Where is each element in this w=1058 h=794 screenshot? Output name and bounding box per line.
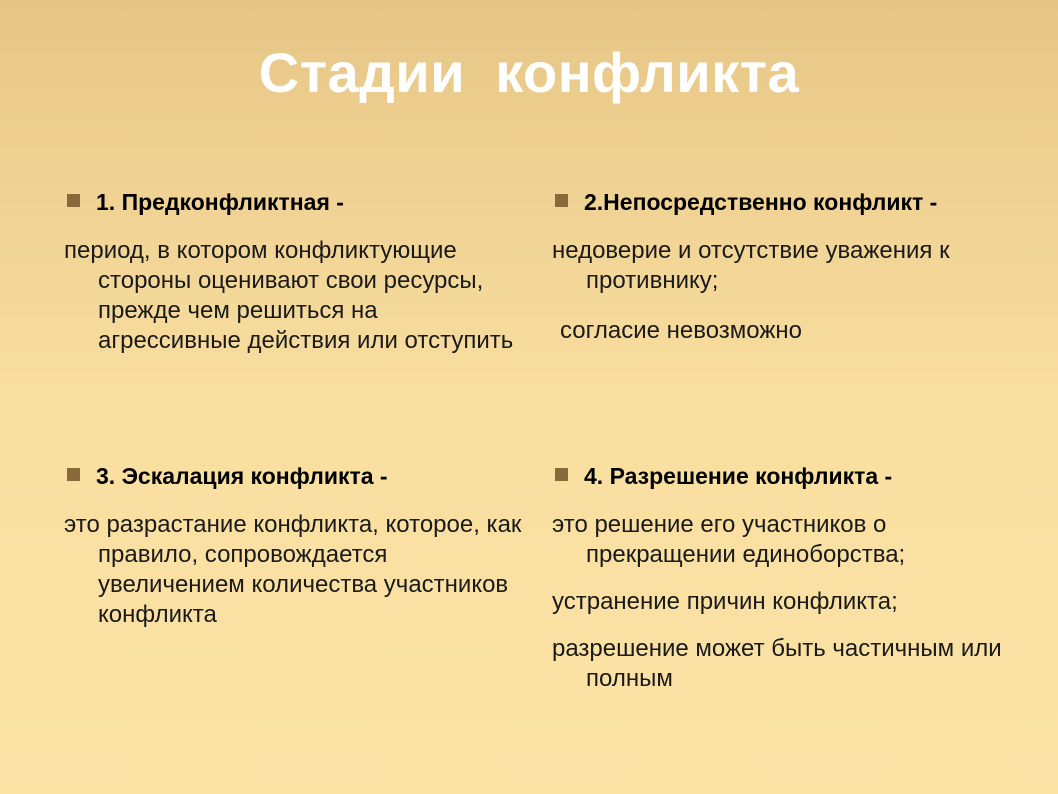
stage-3-heading <box>64 462 524 490</box>
stage-3-block <box>64 462 524 630</box>
stage-1-description: период, в котором конфликтующие стороны оценивают свои ресурсы, прежде чем решиться на агрессивные действия или отступить <box>64 237 514 354</box>
stage-4-point-3: разрешение может быть частичным или полным <box>552 635 1002 692</box>
stage-2-block <box>552 188 1032 346</box>
stage-4-heading <box>552 462 1032 490</box>
stage-1-heading-text: 1. Предконфликтная - <box>96 189 344 215</box>
stage-4-block <box>552 462 1032 694</box>
square-bullet-icon <box>555 468 568 481</box>
square-bullet-icon <box>555 194 568 207</box>
stage-2-description: недоверие и отсутствие уважения к противнику; <box>552 237 950 294</box>
stage-2-note: согласие невозможно <box>560 317 803 344</box>
stage-1-heading <box>64 188 524 216</box>
stage-3-heading-text: 3. Эскалация конфликта - <box>96 463 388 489</box>
stage-4-description: это решение его участников о прекращении единоборства; <box>552 511 906 568</box>
stage-4-heading-text: 4. Разрешение конфликта - <box>584 463 893 489</box>
stage-2-heading <box>552 188 1032 216</box>
square-bullet-icon <box>67 468 80 481</box>
square-bullet-icon <box>67 194 80 207</box>
stage-2-heading-text: 2.Непосредственно конфликт - <box>584 189 938 215</box>
stage-1-block <box>64 188 524 356</box>
stage-4-point-2: устранение причин конфликта; <box>552 588 898 615</box>
slide-title: Стадии конфликта <box>258 41 800 104</box>
stage-3-description: это разрастание конфликта, которое, как правило, сопровождается увеличением количества участников конфликта <box>64 511 522 628</box>
